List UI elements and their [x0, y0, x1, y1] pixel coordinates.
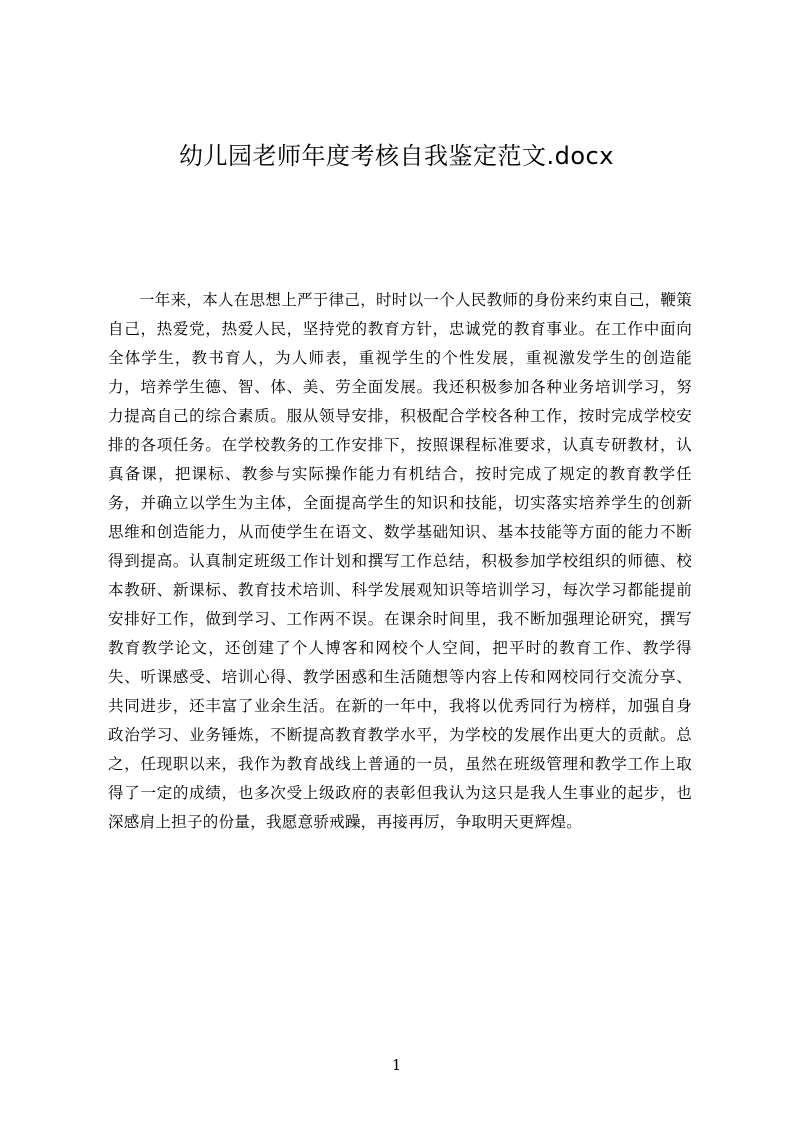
document-body-paragraph: 一年来，本人在思想上严于律己，时时以一个人民教师的身份来约束自己，鞭策自己，热爱党，热爱人民，坚持党的教育方针，忠诚党的教育事业。在工作中面向全体学生，教书育人，为人师表，重视学生的个性发展，重视激发学生的创造能力，培养学生德、智、体、美、劳全面发展。我还积极参加各种业务培训学习，努力提高自己的综合素质。服从领导安排，积极配合学校各种工作，按时完成学校安排的各项任务。在学校教务的工作安排下，按照课程标准要求，认真专研教材，认真备课，把课标、教参与实际操作能力有机结合，按时完成了规定的教育教学任务，并确立以学生为主体，全面提高学生的知识和技能，切实落实培养学生的创新思维和创造能力，从而使学生在语文、数学基础知识、基本技能等方面的能力不断得到提高。认真制定班级工作计划和撰写工作总结，积极参加学校组织的师德、校本教研、新课标、教育技术培训、科学发展观知识等培训学习，每次学习都能提前安排好工作，做到学习、工作两不误。在课余时间里，我不断加强理论研究，撰写教育教学论文，还创建了个人博客和网校个人空间，把平时的教育工作、教学得失、听课感受、培训心得、教学困惑和生活随想等内容上传和网校同行交流分享、共同进步，还丰富了业余生活。在新的一年中，我将以优秀同行为榜样，加强自身政治学习、业务锤炼，不断提高教育教学水平，为学校的发展作出更大的贡献。总之，任现职以来，我作为教育战线上普通的一员，虽然在班级管理和教学工作上取得了一定的成绩，也多次受上级政府的表彰但我认为这只是我人生事业的起步，也深感肩上担子的份量，我愿意骄戒躁，再接再厉，争取明天更辉煌。: [108, 291, 693, 831]
page-number: 1: [391, 1056, 402, 1074]
document-title: 幼儿园老师年度考核自我鉴定范文.docx: [179, 142, 614, 170]
